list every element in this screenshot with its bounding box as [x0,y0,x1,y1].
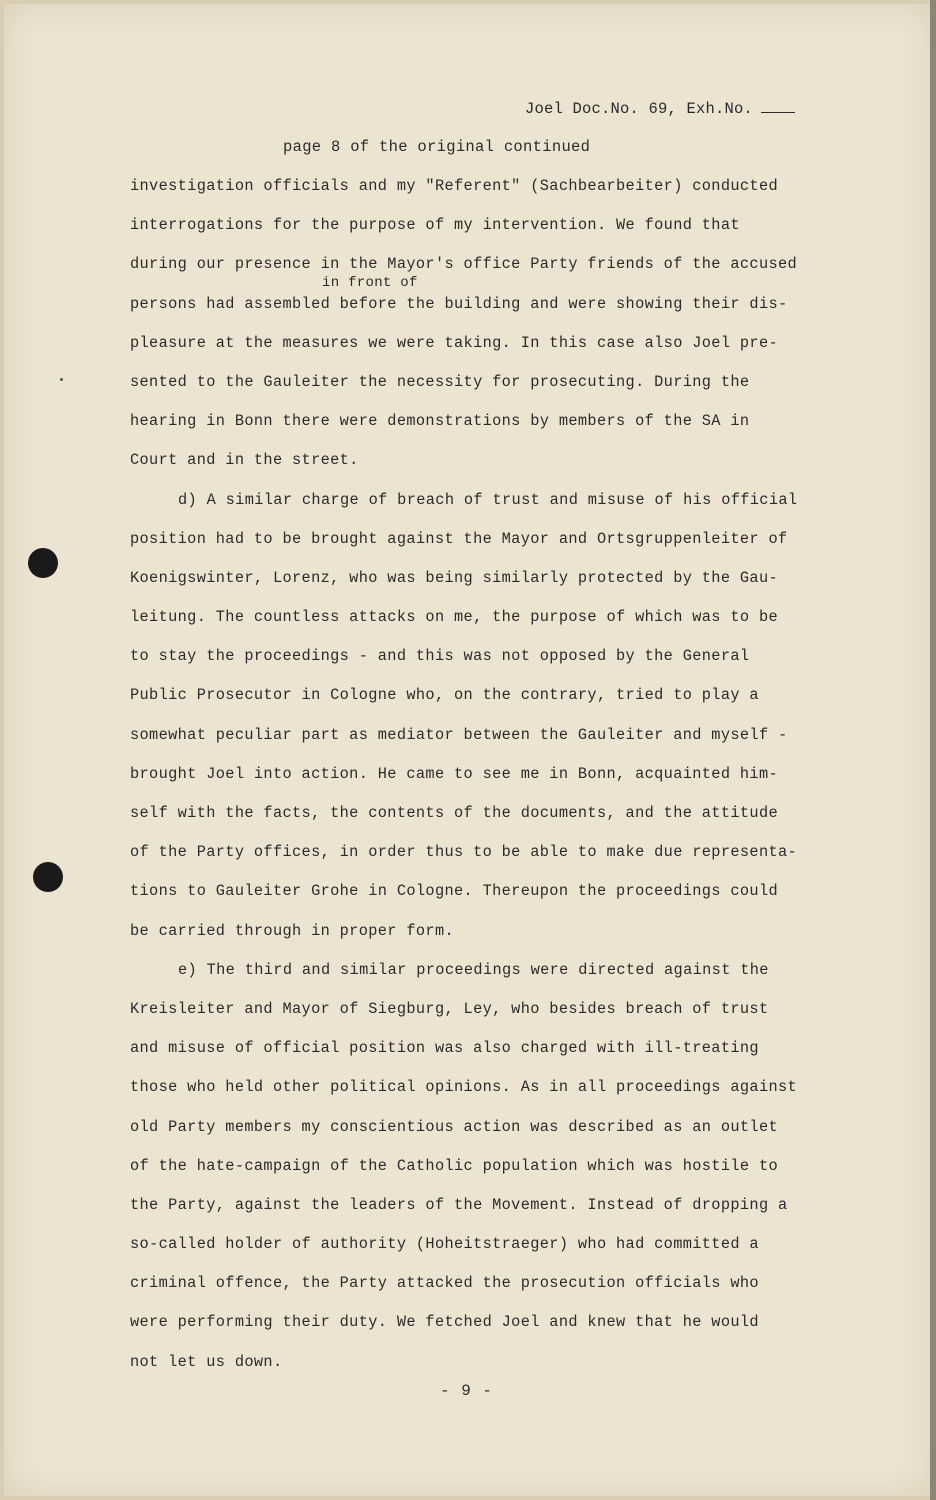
text-line: leitung. The countless attacks on me, the purpose of which was to be [130,608,779,627]
text-line: of the Party offices, in order thus to be able to make due representa- [130,843,798,862]
text-line: brought Joel into action. He came to see me in Bonn, acquainted him- [130,764,779,783]
text-line: to stay the proceedings - and this was not opposed by the General [130,647,750,666]
text-line: be carried through in proper form. [130,921,455,940]
paper-speck [60,378,63,381]
text-line: tions to Gauleiter Grohe in Cologne. Thereupon the proceedings could [130,882,779,901]
text-line: the Party, against the leaders of the Movement. Instead of dropping a [130,1195,788,1214]
text-line: Public Prosecutor in Cologne who, on the contrary, tried to play a [130,686,759,705]
document-reference [525,98,795,118]
text-line: not let us down. [130,1352,283,1371]
text-line: investigation officials and my "Referent" (Sachbearbeiter) conducted [130,177,779,195]
punch-hole [28,548,58,578]
text-line: interrogations for the purpose of my intervention. We found that [130,216,740,235]
text-line: hearing in Bonn there were demonstrations by members of the SA in [130,412,750,431]
page-edge-shadow [930,0,936,1500]
text-line: position had to be brought against the Mayor and Ortsgruppenleiter of [130,529,788,548]
text-line: pleasure at the measures we were taking. In this case also Joel pre- [130,333,779,352]
doc-ref-text: Joel Doc.No. 69, Exh.No. [525,100,754,118]
text-line: old Party members my conscientious action was described as an outlet [130,1117,779,1136]
paragraph-d-start: d) A similar charge of breach of trust and misuse of his official [178,490,798,509]
text-line: somewhat peculiar part as mediator between the Gauleiter and myself - [130,725,788,744]
text-line: criminal offence, the Party attacked the prosecution officials who [130,1274,759,1293]
punch-hole [33,862,63,892]
continued-label: page 8 of the original continued [283,138,591,156]
text-line: during our presence in the Mayor's office Party friends of the accused [130,255,798,274]
exhibit-number-blank [761,98,795,113]
text-line: those who held other political opinions. As in all proceedings against [130,1078,798,1097]
text-line: Koenigswinter, Lorenz, who was being similarly protected by the Gau- [130,568,779,587]
text-line: were performing their duty. We fetched Joel and knew that he would [130,1313,759,1332]
text-line: of the hate-campaign of the Catholic population which was hostile to [130,1156,779,1175]
interlinear-insert: in front of [322,274,418,291]
body-text [130,175,820,1390]
text-line-content: persons had assembled before the building and were showing their dis- [130,294,788,313]
text-line: Kreisleiter and Mayor of Siegburg, Ley, who besides breach of trust [130,999,769,1018]
text-line: Court and in the street. [130,451,359,470]
text-line: so-called holder of authority (Hoheitstraeger) who had committed a [130,1235,759,1254]
text-line: and misuse of official position was also charged with ill-treating [130,1039,759,1058]
text-line: sented to the Gauleiter the necessity for prosecuting. During the [130,372,750,391]
page-number: - 9 - [440,1382,494,1400]
text-line [130,274,820,332]
paragraph-e-start: e) The third and similar proceedings were directed against the [178,960,769,979]
text-line: self with the facts, the contents of the documents, and the attitude [130,804,779,822]
